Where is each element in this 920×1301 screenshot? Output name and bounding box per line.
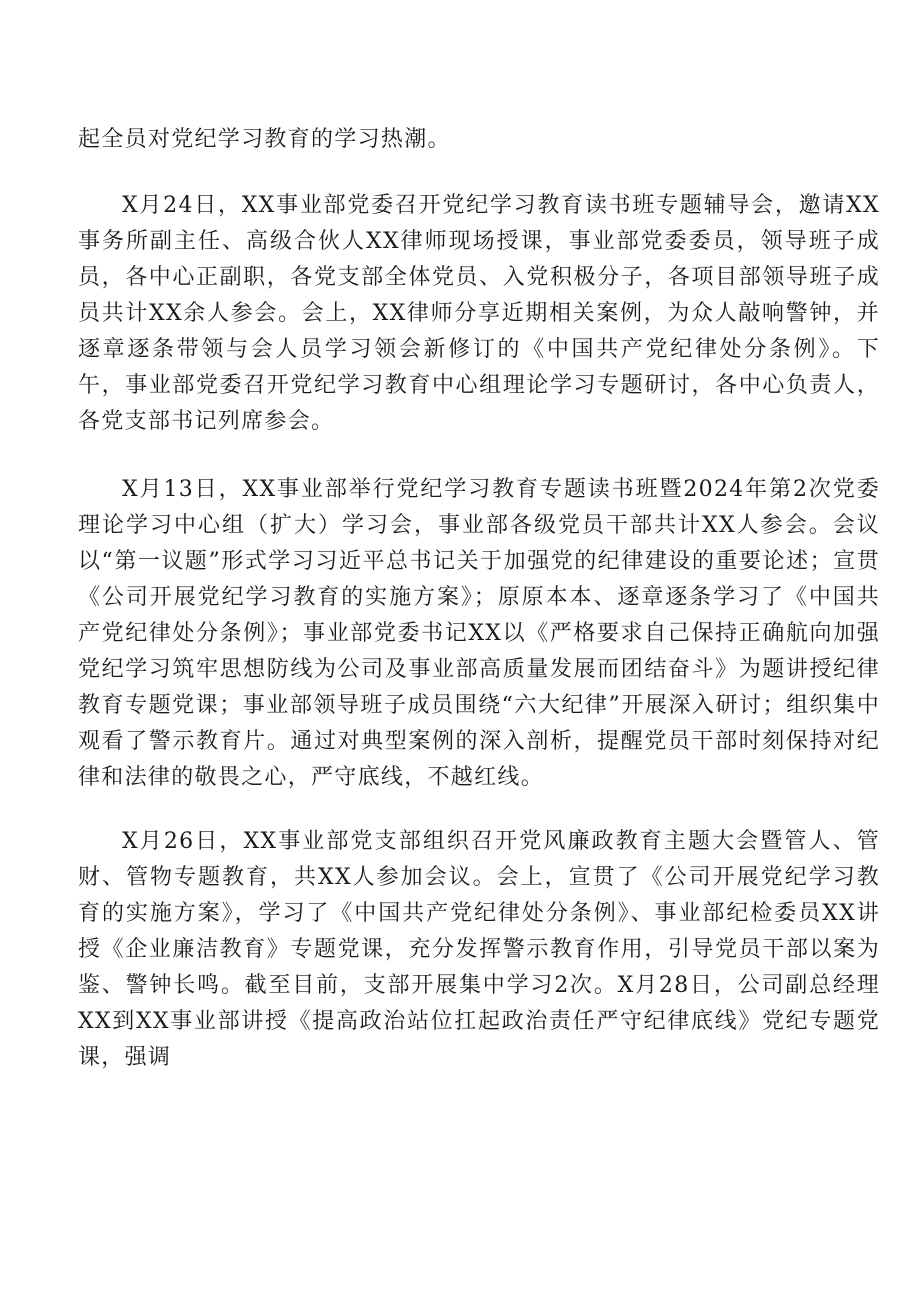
paragraph-0313-study-session: X月13日，XX事业部举行党纪学习教育专题读书班暨2024年第2次党委理论学习中心组（扩大）学习会，事业部各级党员干部共计XX人参会。会议以“第一议题”形式学习习近平总书记关于加强党的纪律建设的重要论述；宣贯《公司开展党纪学习教育的实施方案》；原原本本、逐章逐条学习了《中国共产党纪律处分条例》；事业部党委书记XX以《严格要求自己保持正确航向加强党纪学习筑牢思想防线为公司及事业部高质量发展而团结奋斗》为题讲授纪律教育专题党课；事业部领导班子成员围绕“六大纪律”开展深入研讨；组织集中观看了警示教育片。通过对典型案例的深入剖析，提醒党员干部时刻保持对纪律和法律的敬畏之心，严守底线，不越红线。 [78, 477, 880, 790]
paragraph-0324-reading-class: X月24日，XX事业部党委召开党纪学习教育读书班专题辅导会，邀请XX事务所副主任、高级合伙人XX律师现场授课，事业部党委委员，领导班子成员，各中心正副职，各党支部全体党员、入党积极分子，各项目部领导班子成员共计XX余人参会。会上，XX律师分享近期相关案例，为众人敲响警钟，并逐章逐条带领与会人员学习领会新修订的《中国共产党纪律处分条例》。下午，事业部党委召开党纪学习教育中心组理论学习专题研讨，各中心负责人，各党支部书记列席参会。 [78, 193, 880, 434]
paragraph-continuation: 起全员对党纪学习教育的学习热潮。 [78, 127, 451, 152]
paragraph-0326-integrity-education: X月26日，XX事业部党支部组织召开党风廉政教育主题大会暨管人、管财、管物专题教育，共XX人参加会议。会上，宣贯了《公司开展党纪学习教育的实施方案》，学习了《中国共产党纪律处分条例》、事业部纪检委员XX讲授《企业廉洁教育》专题党课，充分发挥警示教育作用，引导党员干部以案为鉴、警钟长鸣。截至目前，支部开展集中学习2次。X月28日，公司副总经理XX到XX事业部讲授《提高政治站位扛起政治责任严守纪律底线》党纪专题党课，强调 [78, 829, 880, 1070]
document-body [78, 122, 880, 1076]
